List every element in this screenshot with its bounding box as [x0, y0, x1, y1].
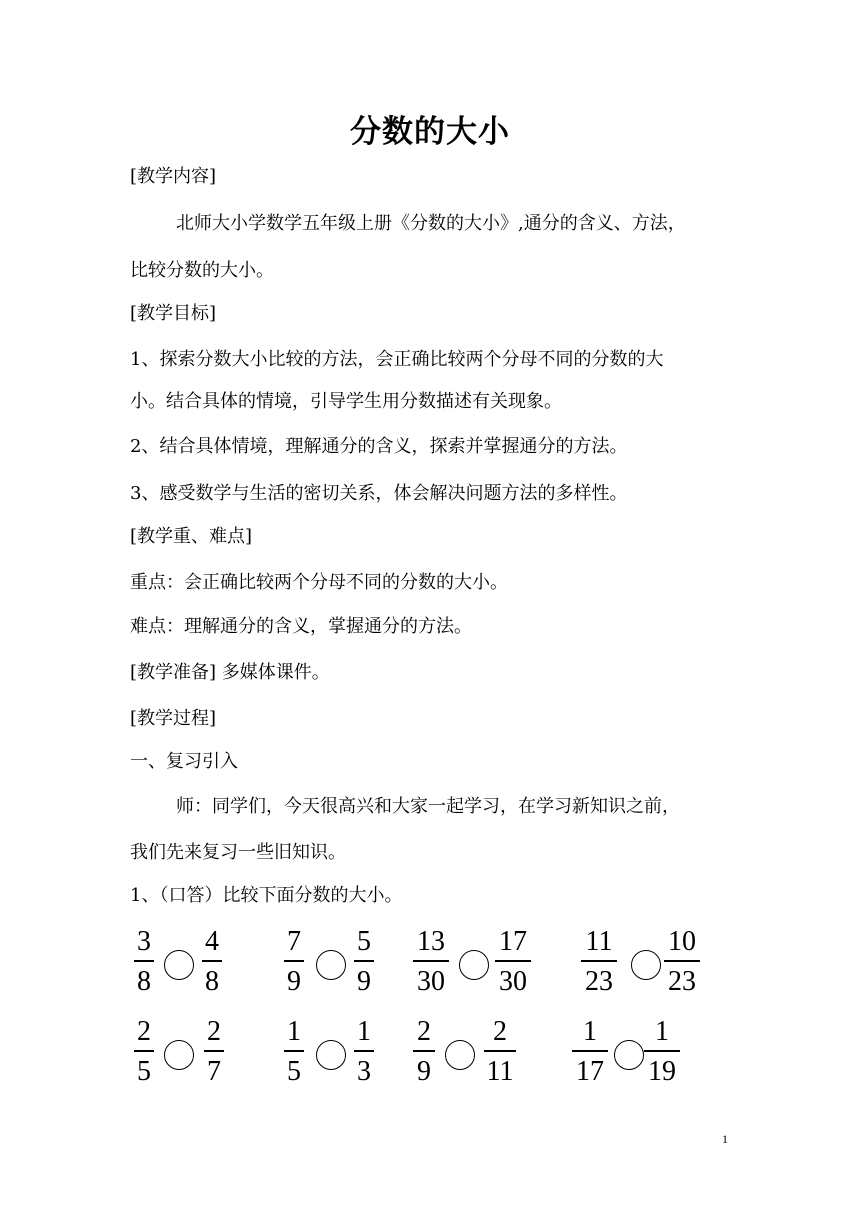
- comparison-circle[interactable]: [164, 1040, 194, 1070]
- section-heading-content: [教学内容]: [130, 166, 217, 187]
- comparison-circle[interactable]: [614, 1040, 644, 1070]
- comparison-circle[interactable]: [445, 1040, 475, 1070]
- paragraph-line: 北师大小学数学五年级上册《分数的大小》,通分的含义、方法，: [176, 213, 686, 234]
- comparison-circle[interactable]: [631, 950, 661, 980]
- subsection-heading: 一、复习引入: [130, 751, 238, 772]
- fraction: 4 8: [202, 928, 222, 996]
- fraction: 3 8: [134, 928, 154, 996]
- section-heading-key-points: [教学重、难点]: [130, 526, 253, 547]
- section-heading-process: [教学过程]: [130, 708, 217, 729]
- comparison-circle[interactable]: [459, 950, 489, 980]
- fraction: 11 23: [581, 928, 617, 996]
- exercise-prompt: 1、（口答）比较下面分数的大小。: [130, 885, 403, 906]
- comparison-circle[interactable]: [164, 950, 194, 980]
- paragraph-line: 师：同学们，今天很高兴和大家一起学习，在学习新知识之前，: [176, 796, 680, 817]
- paragraph-line: 难点：理解通分的含义，掌握通分的方法。: [130, 616, 472, 637]
- fraction: 1 19: [644, 1018, 680, 1086]
- paragraph-line: 3、感受数学与生活的密切关系，体会解决问题方法的多样性。: [130, 483, 628, 504]
- fraction: 7 9: [284, 928, 304, 996]
- fraction: 17 30: [495, 928, 531, 996]
- paragraph-line: 2、结合具体情境，理解通分的含义，探索并掌握通分的方法。: [130, 436, 628, 457]
- comparison-circle[interactable]: [316, 950, 346, 980]
- fraction: 2 11: [484, 1018, 516, 1086]
- paragraph-line: 1、探索分数大小比较的方法，会正确比较两个分母不同的分数的大: [130, 349, 664, 370]
- paragraph-line: 比较分数的大小。: [130, 260, 274, 281]
- comparison-circle[interactable]: [316, 1040, 346, 1070]
- paragraph-line: 重点：会正确比较两个分母不同的分数的大小。: [130, 572, 508, 593]
- fraction: 2 5: [134, 1018, 154, 1086]
- fraction: 2 9: [413, 1018, 435, 1086]
- page-number: 1: [722, 1132, 728, 1146]
- fraction: 2 7: [204, 1018, 224, 1086]
- fraction: 13 30: [413, 928, 449, 996]
- fraction: 1 17: [572, 1018, 608, 1086]
- paragraph-line: 小。结合具体的情境，引导学生用分数描述有关现象。: [130, 391, 562, 412]
- section-heading-objectives: [教学目标]: [130, 303, 217, 324]
- fraction: 1 5: [284, 1018, 304, 1086]
- fraction: 10 23: [664, 928, 700, 996]
- document-title: 分数的大小: [350, 114, 510, 150]
- section-heading-preparation: [教学准备] 多媒体课件。: [130, 662, 330, 683]
- fraction: 1 3: [354, 1018, 374, 1086]
- fraction: 5 9: [354, 928, 374, 996]
- paragraph-line: 我们先来复习一些旧知识。: [130, 842, 346, 863]
